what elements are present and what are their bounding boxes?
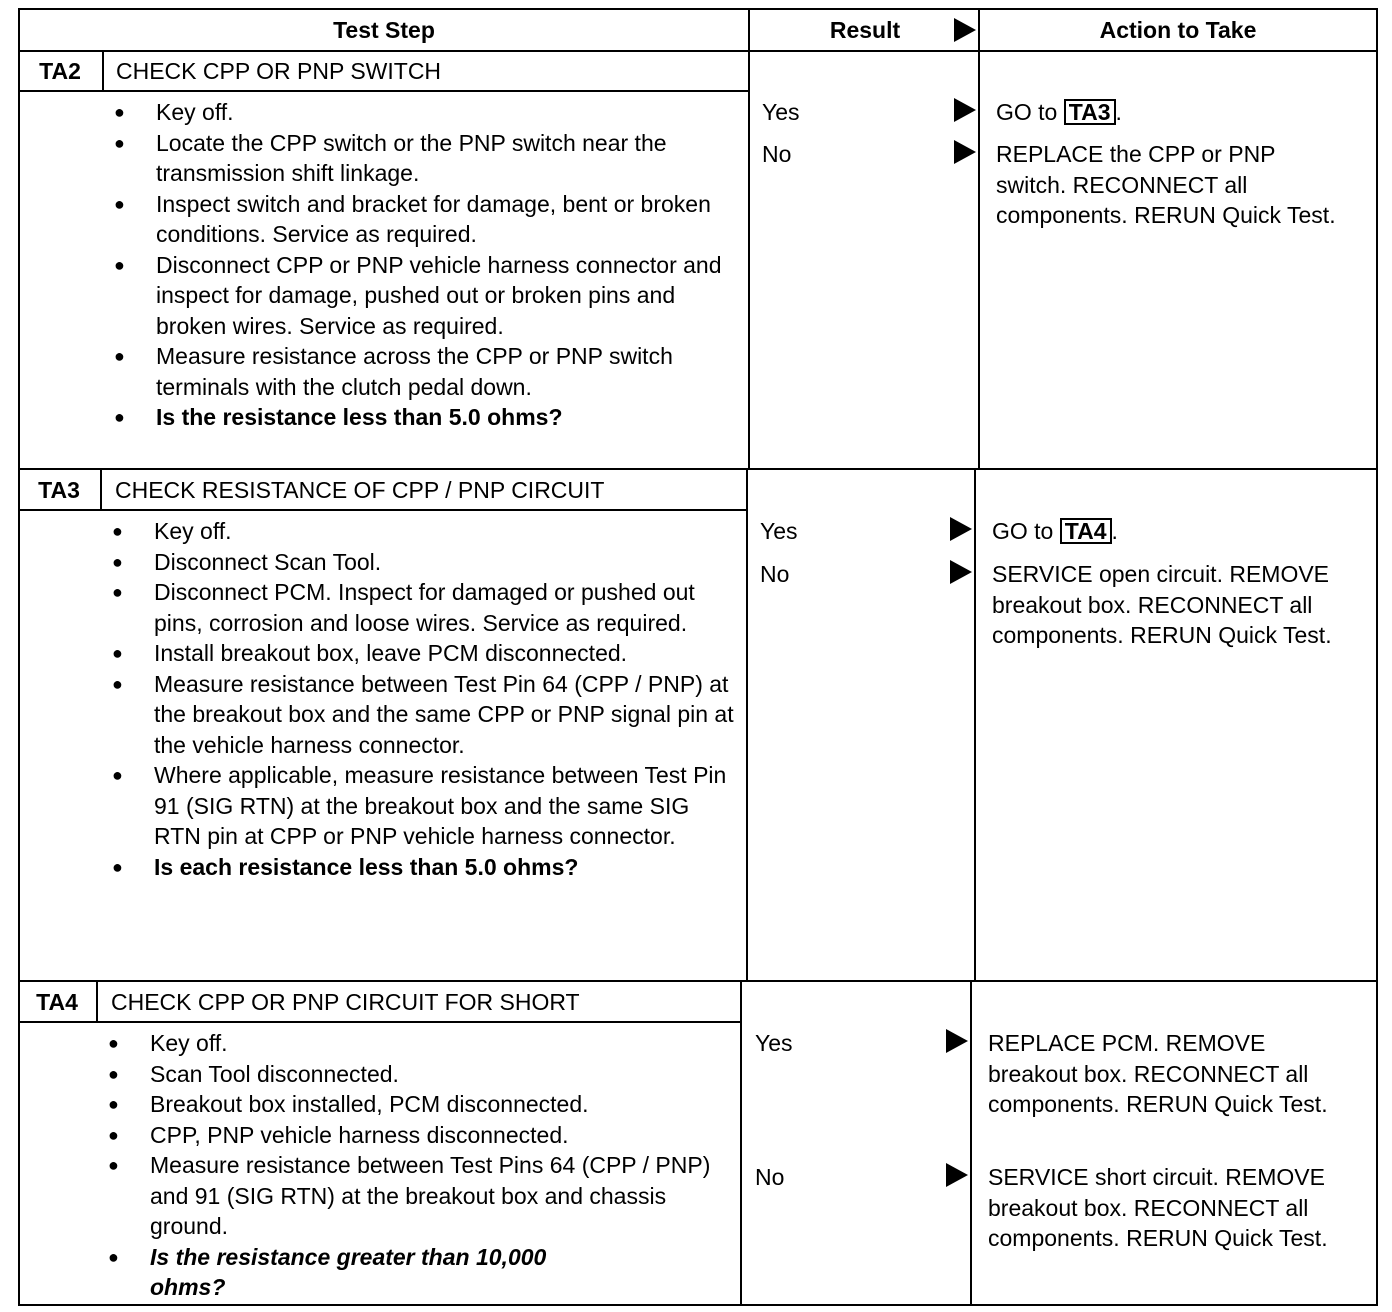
bullet-question: ● Is each resistance less than 5.0 ohms? (112, 852, 742, 883)
header-test-step: Test Step (333, 17, 435, 43)
header-action: Action to Take (1099, 17, 1257, 43)
step-reference: TA4 (1060, 518, 1112, 544)
bullet-item: ● Install breakout box, leave PCM disconnected. (112, 638, 742, 669)
step-title-divider (18, 509, 747, 511)
step-reference: TA3 (1064, 99, 1116, 125)
result-yes: Yes (762, 99, 800, 125)
header-result: Result (829, 17, 901, 43)
result-arrow-icon (954, 98, 976, 122)
column-divider-result-tA2 (748, 8, 750, 470)
step-title-divider (18, 1021, 741, 1023)
result-yes: Yes (760, 518, 798, 544)
step-title-divider (18, 90, 749, 92)
bullet-item: ● Measure resistance between Test Pins 64 (CPP / PNP) and 91 (SIG RTN) at the breakout box and chassis ground. (108, 1150, 728, 1242)
step-bullet-list (112, 516, 742, 882)
column-divider-action-TA3 (974, 468, 976, 982)
header-result-arrow-icon (954, 18, 976, 42)
bullet-item: ● Where applicable, measure resistance between Test Pin 91 (SIG RTN) at the breakout box and the same SIG RTN pin at CPP or PNP vehicle harness connector. (112, 760, 742, 852)
result-arrow-icon (954, 140, 976, 164)
result-no: No (755, 1164, 785, 1190)
result-arrow-icon (950, 560, 972, 584)
table-border-right (1376, 8, 1378, 1306)
bullet-item: ● Breakout box installed, PCM disconnected. (108, 1089, 728, 1120)
bullet-item: ● Scan Tool disconnected. (108, 1059, 728, 1090)
bullet-item: ● Key off. (114, 97, 734, 128)
bullet-question: ● Is the resistance greater than 10,000 ohms? (108, 1242, 620, 1303)
bullet-item: ● CPP, PNP vehicle harness disconnected. (108, 1120, 728, 1151)
bullet-item: ● Inspect switch and bracket for damage, bent or broken conditions. Service as required. (114, 189, 734, 250)
action-goto (992, 516, 1118, 547)
column-divider-action-TA2 (978, 8, 980, 470)
column-divider-result-TA3 (746, 468, 748, 982)
step-bullet-list (114, 97, 734, 433)
step-id: TA3 (38, 477, 80, 503)
step-bullet-list (108, 1028, 728, 1303)
column-divider-action-TA4 (970, 980, 972, 1306)
bullet-item: ● Measure resistance across the CPP or PNP switch terminals with the clutch pedal down. (114, 341, 734, 402)
result-arrow-icon (946, 1029, 968, 1053)
action-text: SERVICE open circuit. REMOVE breakout box. RECONNECT all components. RERUN Quick Test. (992, 561, 1332, 648)
bullet-item: ● Key off. (112, 516, 742, 547)
step-id: TA2 (39, 58, 81, 84)
step-id: TA4 (36, 989, 78, 1015)
step-id-divider (96, 982, 98, 1022)
step-title: CHECK CPP OR PNP SWITCH (116, 58, 442, 84)
result-arrow-icon (946, 1163, 968, 1187)
action-goto-text: GO to (992, 518, 1060, 544)
table-border-left (18, 8, 20, 1306)
bullet-item: ● Key off. (108, 1028, 728, 1059)
diagnostic-table (18, 8, 1378, 1306)
bullet-item: ● Measure resistance between Test Pin 64 (CPP / PNP) at the breakout box and the same CPP or PNP signal pin at the vehicle harness connector. (112, 669, 742, 761)
action-goto-period: . (1111, 518, 1118, 544)
action-text: REPLACE PCM. REMOVE breakout box. RECONNECT all components. RERUN Quick Test. (988, 1030, 1328, 1117)
step-id-divider (100, 470, 102, 510)
step-title: CHECK CPP OR PNP CIRCUIT FOR SHORT (111, 989, 580, 1015)
bullet-question: ● Is the resistance less than 5.0 ohms? (114, 402, 734, 433)
bullet-item: ● Disconnect CPP or PNP vehicle harness connector and inspect for damage, pushed out or broken pins and broken wires. Service as required. (114, 250, 734, 342)
action-text: REPLACE the CPP or PNP switch. RECONNECT all components. RERUN Quick Test. (996, 141, 1336, 228)
result-no: No (760, 561, 790, 587)
step-title: CHECK RESISTANCE OF CPP / PNP CIRCUIT (115, 477, 605, 503)
action-text: SERVICE short circuit. REMOVE breakout box. RECONNECT all components. RERUN Quick Test. (988, 1164, 1328, 1251)
bullet-item: ● Disconnect PCM. Inspect for damaged or pushed out pins, corrosion and loose wires. Service as required. (112, 577, 742, 638)
bullet-item: ● Locate the CPP switch or the PNP switch near the transmission shift linkage. (114, 128, 734, 189)
result-yes: Yes (755, 1030, 793, 1056)
action-goto-text: GO to (996, 99, 1064, 125)
action-goto (996, 97, 1122, 128)
bullet-item: ● Disconnect Scan Tool. (112, 547, 742, 578)
step-id-divider (102, 51, 104, 91)
result-no: No (762, 141, 792, 167)
result-arrow-icon (950, 517, 972, 541)
table-border-bottom (18, 1304, 1378, 1306)
column-divider-result-TA4 (740, 980, 742, 1306)
action-goto-period: . (1115, 99, 1122, 125)
